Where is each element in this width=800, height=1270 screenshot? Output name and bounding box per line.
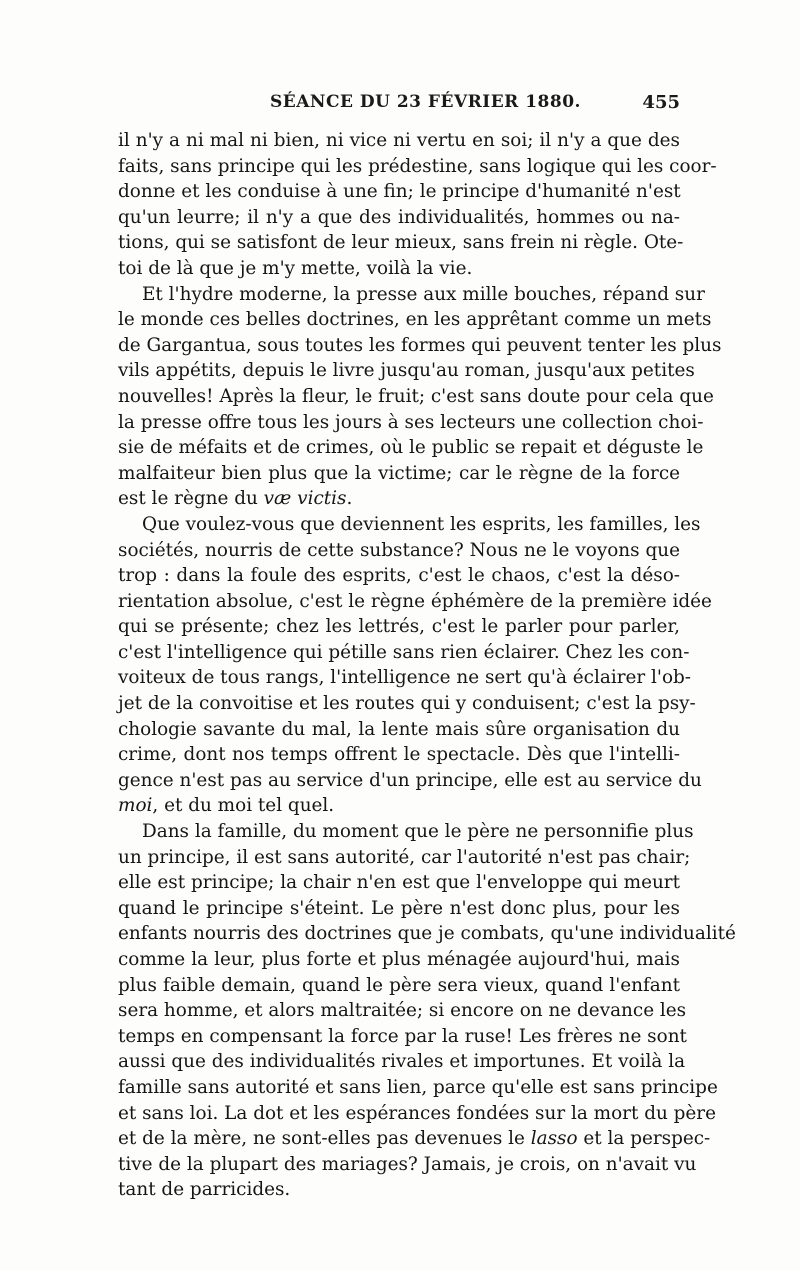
text-line: Et l'hydre moderne, la presse aux mille bouches, répand sur xyxy=(142,283,705,305)
text-line xyxy=(118,1126,711,1152)
text-line: sera homme, et alors maltraitée; si encore on ne devance les xyxy=(118,1000,687,1022)
text-line: c'est l'intelligence qui pétille sans rien éclairer. Chez les con- xyxy=(118,641,690,663)
text-line xyxy=(118,486,680,512)
text-line: chologie savante du mal, la lente mais sûre organisation du xyxy=(118,718,680,740)
italic-word: lasso xyxy=(530,1128,578,1150)
text-line: quand le principe s'éteint. Le père n'est donc plus, pour les xyxy=(118,897,680,919)
text-line: comme la leur, plus forte et plus ménagée aujourd'hui, mais xyxy=(118,949,680,970)
page-number: 455 xyxy=(642,92,680,113)
text-line: Que voulez-vous que deviennent les esprits, les familles, les xyxy=(142,513,701,535)
text-line: tions, qui se satisfont de leur mieux, sans frein ni règle. Ote- xyxy=(118,232,684,254)
text-line: sociétés, nourris de cette substance? Nous ne le voyons que xyxy=(118,539,680,561)
text-line: un principe, il est sans autorité, car l'autorité n'est pas chair; xyxy=(118,846,691,868)
text-line: tant de parricides. xyxy=(118,1179,291,1201)
text-line: la presse offre tous les jours à ses lecteurs une collection choi- xyxy=(118,411,704,433)
text-line: et sans loi. La dot et les espérances fondées sur la mort du père xyxy=(118,1102,716,1124)
text-line: jet de la convoitise et les routes qui y conduisent; c'est la psy- xyxy=(118,693,696,715)
text-line: il n'y a ni mal ni bien, ni vice ni vertu en soi; il n'y a que des xyxy=(118,130,680,151)
text-line: famille sans autorité et sans lien, parce qu'elle est sans principe xyxy=(118,1076,718,1098)
text-line: malfaiteur bien plus que la victime; car le règne de la force xyxy=(118,462,680,484)
text-segment: et la perspec- xyxy=(577,1128,711,1150)
text-segment: est le règne du xyxy=(118,488,264,510)
text-line: qui se présente; chez les lettrés, c'est le parler pour parler, xyxy=(118,616,680,638)
text-line: faits, sans principe qui les prédestine, sans logique qui les coor- xyxy=(118,155,717,177)
running-title: SÉANCE DU 23 FÉVRIER 1880. xyxy=(270,92,581,112)
text-line: nouvelles! Après la fleur, le fruit; c'est sans doute pour cela que xyxy=(118,385,714,407)
text-line: Dans la famille, du moment que le père ne personnifie plus xyxy=(142,821,694,843)
text-line: rientation absolue, c'est le règne éphémère de la première idée xyxy=(118,590,712,612)
text-line: qu'un leurre; il n'y a que des individualités, hommes ou na- xyxy=(118,206,680,228)
body-text xyxy=(118,128,736,1203)
text-line: voiteux de tous rangs, l'intelligence ne sert qu'à éclairer l'ob- xyxy=(118,667,692,689)
text-line: elle est principe; la chair n'en est que l'enveloppe qui meurt xyxy=(118,872,680,894)
text-line: le monde ces belles doctrines, en les apprêtant comme un mets xyxy=(118,309,712,331)
text-line xyxy=(118,793,680,819)
text-line: aussi que des individualités rivales et importunes. Et voilà la xyxy=(118,1051,686,1073)
text-line: crime, dont nos temps offrent le spectacle. Dès que l'intelli- xyxy=(118,744,680,766)
text-line: enfants nourris des doctrines que je combats, qu'une individualité xyxy=(118,923,736,945)
text-line: de Gargantua, sous toutes les formes qui peuvent tenter les plus xyxy=(118,334,722,356)
italic-word: moi xyxy=(118,795,153,817)
text-segment: et de la mère, ne sont-elles pas devenues le xyxy=(118,1128,531,1150)
text-line: temps en compensant la force par la ruse! Les frères ne sont xyxy=(118,1025,687,1047)
text-line: gence n'est pas au service d'un principe, elle est au service du xyxy=(118,769,702,791)
text-segment: . xyxy=(346,488,353,510)
text-line: vils appétits, depuis le livre jusqu'au roman, jusqu'aux petites xyxy=(118,360,695,382)
italic-phrase: væ victis xyxy=(263,488,347,510)
text-line: tive de la plupart des mariages? Jamais, je crois, on n'avait vu xyxy=(118,1153,697,1175)
text-line: plus faible demain, quand le père sera vieux, quand l'enfant xyxy=(118,974,680,996)
page-header xyxy=(118,92,680,116)
text-line: sie de méfaits et de crimes, où le public se repait et déguste le xyxy=(118,437,704,459)
text-line: trop : dans la foule des esprits, c'est le chaos, c'est la déso- xyxy=(118,565,680,587)
text-line: donne et les conduise à une fin; le principe d'humanité n'est xyxy=(118,181,681,203)
text-segment: , et du moi tel quel. xyxy=(152,795,335,817)
text-line: toi de là que je m'y mette, voilà la vie. xyxy=(118,257,473,279)
